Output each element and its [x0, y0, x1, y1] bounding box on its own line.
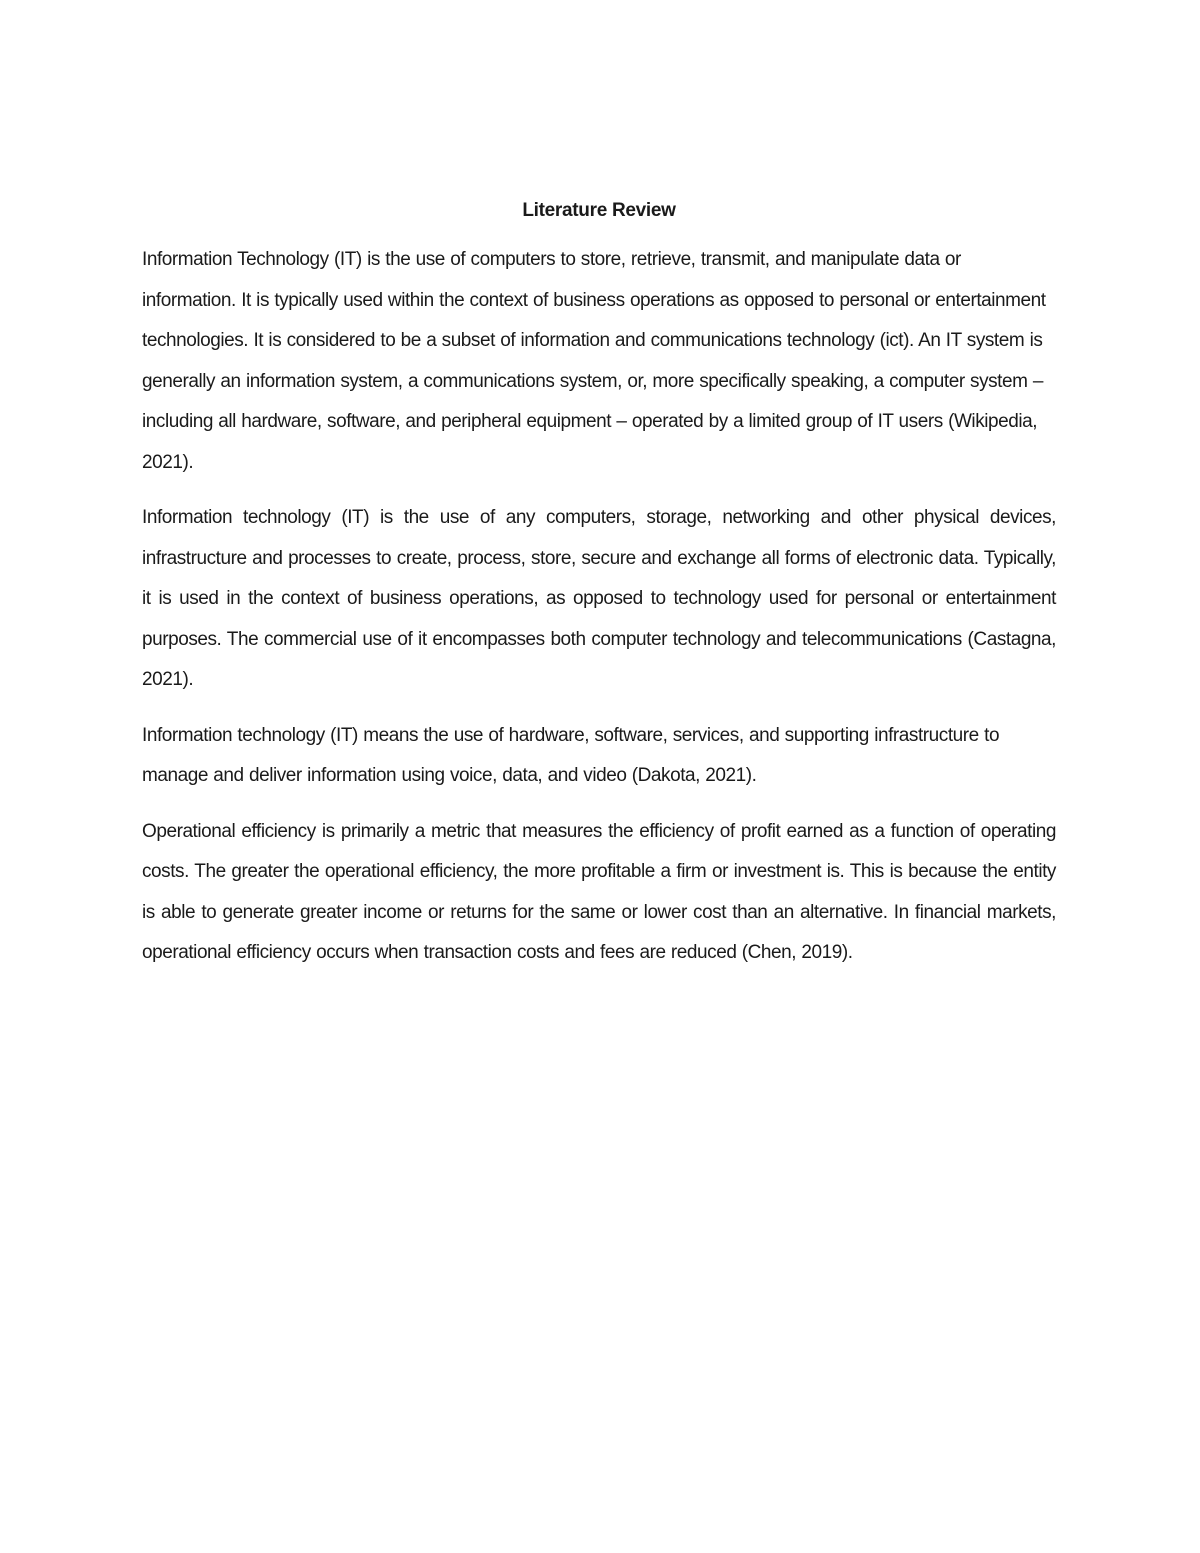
- paragraph-it-definition-dakota: Information technology (IT) means the use of hardware, software, services, and supporting infrastructure to manage and deliver information using voice, data, and video (Dakota, 2021).: [142, 724, 1000, 786]
- paragraph-it-definition-wikipedia: Information Technology (IT) is the use of computers to store, retrieve, transmit, and manipulate data or information. It is typically used within the context of business operations as opposed to personal or entertainment technologies. It is considered to be a subset of information and communications technology (ict). An IT system is generally an information system, a communications system, or, more specifically speaking, a computer system – including all hardware, software, and peripheral equipment – operated by a limited group of IT users (Wikipedia, 2021).: [142, 249, 1046, 473]
- paragraph-it-definition-castagna: Information technology (IT) is the use of any computers, storage, networking and other physical devices, infrastructure and processes to create, process, store, secure and exchange all forms of electronic data. Typically, it is used in the context of business operations, as opposed to technology used for personal or entertainment purposes. The commercial use of it encompasses both computer technology and telecommunications (Castagna, 2021).: [142, 507, 1056, 690]
- document-body: [142, 196, 1056, 989]
- document-title: Literature Review: [522, 200, 676, 221]
- paragraph-operational-efficiency: Operational efficiency is primarily a metric that measures the efficiency of profit earned as a function of operating costs. The greater the operational efficiency, the more profitable a firm or investment is. This is because the entity is able to generate greater income or returns for the same or lower cost than an alternative. In financial markets, operational efficiency occurs when transaction costs and fees are reduced (Chen, 2019).: [142, 820, 1056, 963]
